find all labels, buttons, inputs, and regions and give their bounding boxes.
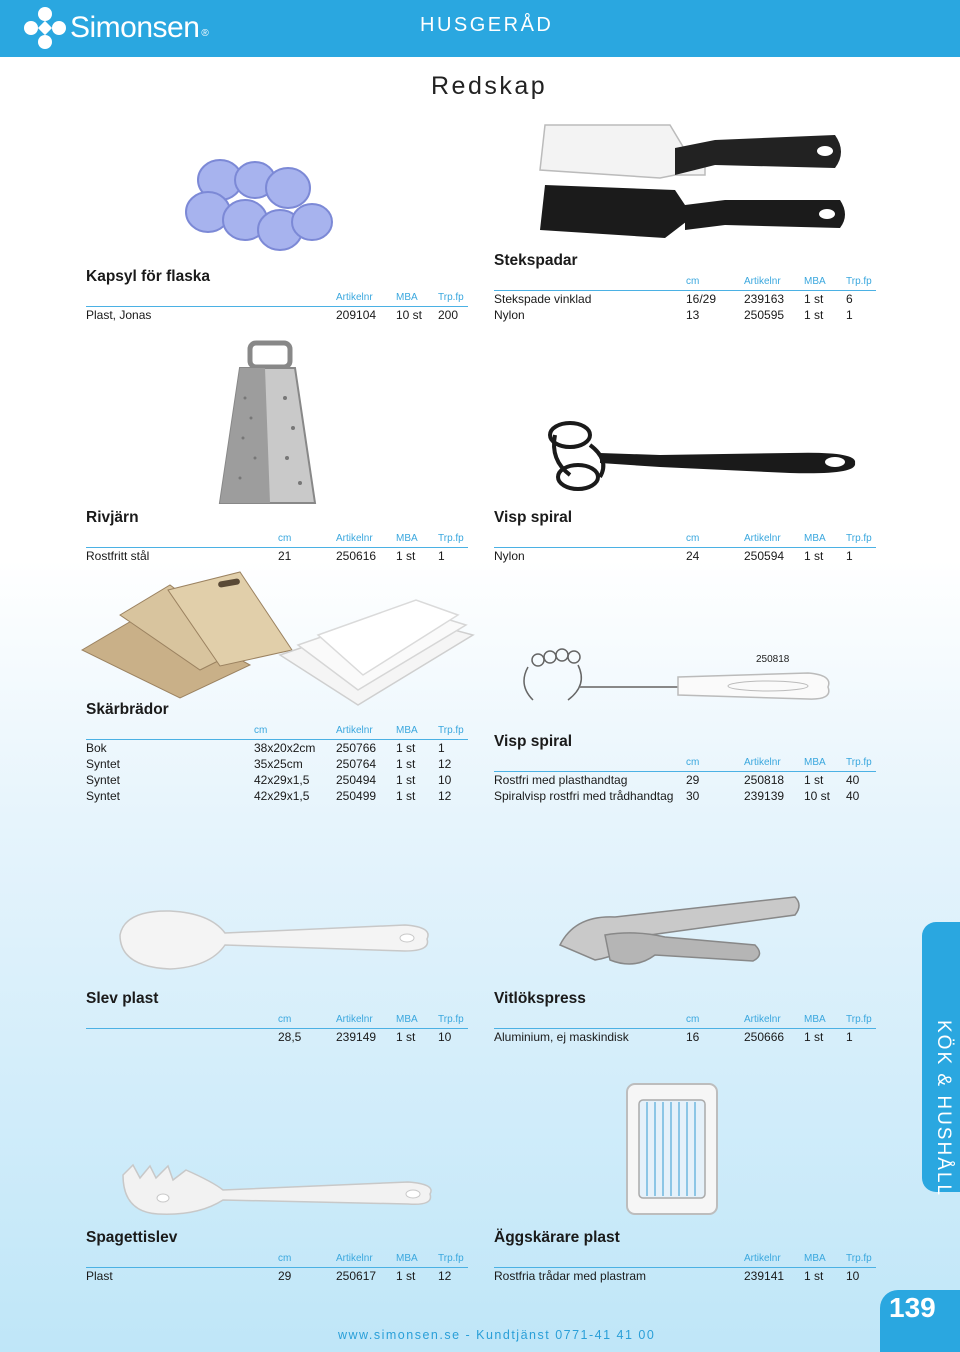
col-cm bbox=[686, 1252, 744, 1268]
spiral-whisk-steel-image bbox=[518, 645, 833, 715]
col-mba: MBA bbox=[396, 1252, 438, 1268]
product-kapsyl bbox=[86, 268, 468, 323]
product-table bbox=[494, 275, 876, 323]
col-desc bbox=[86, 1252, 278, 1268]
product-title: Kapsyl för flaska bbox=[86, 268, 211, 285]
wooden-cutting-boards-image bbox=[80, 570, 295, 700]
table-row: Nylon 13 250595 1 st 1 bbox=[494, 308, 853, 322]
col-trp: Trp.fp bbox=[846, 1252, 876, 1268]
col-desc bbox=[494, 1252, 686, 1268]
page-number: 139 bbox=[889, 1292, 936, 1323]
category-label: KÖK & HUSHÅLL bbox=[933, 1020, 954, 1197]
brand-registered: ® bbox=[201, 27, 209, 39]
table-row: Rostfria trådar med plastram 239141 1 st 10 bbox=[494, 1269, 860, 1283]
col-mba: MBA bbox=[804, 1013, 846, 1029]
product-title: Skärbrädor bbox=[86, 701, 169, 718]
product-rivjarn bbox=[86, 509, 468, 564]
product-visp-rostfri bbox=[494, 733, 876, 804]
col-trp: Trp.fp bbox=[438, 532, 468, 548]
brand-logo[interactable] bbox=[22, 4, 209, 52]
col-artikelnr: Artikelnr bbox=[336, 1252, 396, 1268]
col-artikelnr: Artikelnr bbox=[744, 275, 804, 291]
col-trp: Trp.fp bbox=[438, 1013, 468, 1029]
product-table bbox=[86, 1252, 468, 1284]
col-artikelnr: Artikelnr bbox=[744, 756, 804, 772]
category-side-tab[interactable] bbox=[922, 922, 960, 1197]
col-cm bbox=[278, 291, 336, 307]
header-bar bbox=[0, 0, 960, 57]
plastic-ladle-image bbox=[115, 905, 430, 975]
col-desc bbox=[86, 724, 254, 740]
spatula-image bbox=[535, 120, 855, 245]
product-title: Stekspadar bbox=[494, 252, 578, 269]
bottle-caps-image bbox=[180, 150, 340, 260]
table-row: Syntet 42x29x1,5 250499 1 st 12 bbox=[86, 789, 452, 803]
col-desc bbox=[86, 291, 278, 307]
product-spagettislev bbox=[86, 1229, 468, 1284]
spaghetti-server-image bbox=[118, 1160, 433, 1218]
col-trp: Trp.fp bbox=[846, 275, 876, 291]
page-title: Redskap bbox=[431, 72, 548, 100]
table-row: Bok 38x20x2cm 250766 1 st 1 bbox=[86, 741, 445, 755]
table-row: Plast 29 250617 1 st 12 bbox=[86, 1269, 452, 1283]
product-table bbox=[494, 532, 876, 564]
table-row: Syntet 42x29x1,5 250494 1 st 10 bbox=[86, 773, 452, 787]
col-mba: MBA bbox=[396, 724, 438, 740]
simonsen-logo-icon bbox=[22, 5, 68, 51]
col-desc bbox=[86, 532, 278, 548]
col-mba: MBA bbox=[804, 1252, 846, 1268]
col-artikelnr: Artikelnr bbox=[744, 1013, 804, 1029]
col-cm: cm bbox=[254, 724, 336, 740]
col-mba: MBA bbox=[804, 756, 846, 772]
col-desc bbox=[494, 1013, 686, 1029]
product-title: Slev plast bbox=[86, 990, 159, 1007]
col-artikelnr: Artikelnr bbox=[744, 532, 804, 548]
col-cm: cm bbox=[686, 1013, 744, 1029]
section-title: HUSGERÅD bbox=[420, 14, 554, 36]
product-visp-nylon bbox=[494, 509, 876, 564]
garlic-press-image bbox=[555, 875, 805, 975]
col-desc bbox=[494, 532, 686, 548]
col-artikelnr: Artikelnr bbox=[336, 532, 396, 548]
table-row: Nylon 24 250594 1 st 1 bbox=[494, 549, 853, 563]
table-row: Syntet 35x25cm 250764 1 st 12 bbox=[86, 757, 452, 771]
col-cm: cm bbox=[278, 1252, 336, 1268]
product-title: Vitlökspress bbox=[494, 990, 586, 1007]
col-cm: cm bbox=[686, 532, 744, 548]
col-cm: cm bbox=[686, 756, 744, 772]
grater-image bbox=[215, 338, 320, 508]
col-cm: cm bbox=[686, 275, 744, 291]
col-desc bbox=[494, 756, 686, 772]
col-mba: MBA bbox=[804, 532, 846, 548]
table-row: Spiralvisp rostfri med trådhandtag 30 239139 10 st 40 bbox=[494, 789, 860, 803]
col-artikelnr: Artikelnr bbox=[336, 724, 396, 740]
col-desc bbox=[86, 1013, 278, 1029]
egg-slicer-image bbox=[625, 1082, 720, 1217]
spiral-whisk-nylon-image bbox=[540, 415, 860, 500]
table-row: Stekspade vinklad 16/29 239163 1 st 6 bbox=[494, 292, 853, 306]
col-cm: cm bbox=[278, 532, 336, 548]
product-table bbox=[86, 291, 468, 323]
table-row: Rostfritt stål 21 250616 1 st 1 bbox=[86, 549, 445, 563]
product-stekspadar bbox=[494, 252, 876, 323]
table-row: Aluminium, ej maskindisk 16 250666 1 st 1 bbox=[494, 1030, 853, 1044]
col-cm: cm bbox=[278, 1013, 336, 1029]
col-artikelnr: Artikelnr bbox=[744, 1252, 804, 1268]
product-title: Visp spiral bbox=[494, 733, 573, 750]
col-mba: MBA bbox=[396, 532, 438, 548]
table-row: Plast, Jonas 209104 10 st 200 bbox=[86, 308, 459, 322]
whisk-image-label: 250818 bbox=[756, 654, 790, 665]
col-mba: MBA bbox=[804, 275, 846, 291]
product-table bbox=[86, 532, 468, 564]
col-trp: Trp.fp bbox=[438, 1252, 468, 1268]
product-vitlokspress bbox=[494, 990, 876, 1045]
col-trp: Trp.fp bbox=[846, 532, 876, 548]
product-table bbox=[86, 724, 468, 804]
table-row: Rostfri med plasthandtag 29 250818 1 st 40 bbox=[494, 773, 860, 787]
product-table bbox=[494, 1252, 876, 1284]
product-title: Spagettislev bbox=[86, 1229, 178, 1246]
col-trp: Trp.fp bbox=[438, 724, 468, 740]
col-artikelnr: Artikelnr bbox=[336, 291, 396, 307]
table-row: 28,5 239149 1 st 10 bbox=[278, 1030, 452, 1044]
col-trp: Trp.fp bbox=[846, 1013, 876, 1029]
col-desc bbox=[494, 275, 686, 291]
product-title: Rivjärn bbox=[86, 509, 139, 526]
col-trp: Trp.fp bbox=[846, 756, 876, 772]
brand-name: Simonsen bbox=[70, 11, 200, 44]
product-title: Visp spiral bbox=[494, 509, 573, 526]
product-table bbox=[494, 756, 876, 804]
col-trp: Trp.fp bbox=[438, 291, 468, 307]
product-skarbrador bbox=[86, 701, 468, 804]
col-mba: MBA bbox=[396, 291, 438, 307]
col-mba: MBA bbox=[396, 1013, 438, 1029]
plastic-cutting-boards-image bbox=[278, 595, 478, 710]
product-title: Äggskärare plast bbox=[494, 1229, 620, 1246]
footer-contact[interactable]: www.simonsen.se - Kundtjänst 0771-41 41 00 bbox=[338, 1328, 656, 1342]
product-table bbox=[86, 1013, 468, 1045]
col-artikelnr: Artikelnr bbox=[336, 1013, 396, 1029]
product-slev bbox=[86, 990, 468, 1045]
product-aggskarare bbox=[494, 1229, 876, 1284]
product-table bbox=[494, 1013, 876, 1045]
